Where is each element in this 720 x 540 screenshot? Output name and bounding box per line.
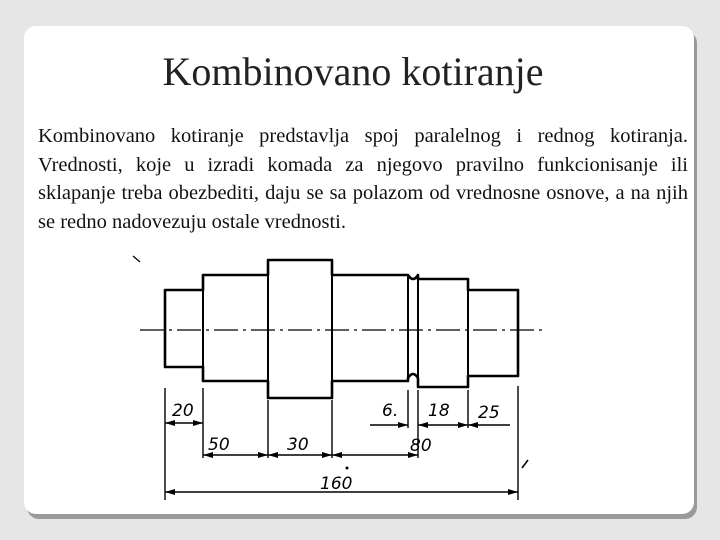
dimension-20: 20 xyxy=(172,401,194,421)
shaft-outline xyxy=(165,260,518,398)
dimension-160: 160 xyxy=(320,474,353,494)
dimension-50: 50 xyxy=(208,435,230,455)
dimension-18: 18 xyxy=(428,401,450,421)
dimension-6: 6. xyxy=(382,401,399,421)
dimension-25: 25 xyxy=(478,403,500,423)
slide-title: Kombinovano kotiranje xyxy=(162,49,544,94)
dimension-80: 80 xyxy=(410,436,432,456)
dimension-30: 30 xyxy=(287,435,309,455)
slide-body-text: Kombinovano kotiranje predstavlja spoj paralelnog i rednog kotiranja. Vrednosti, koje u izradi komada za njegovo pravilno funkcionisanje ili sklapanje treba obezbediti, daju se sa polazom od vrednosne osnove, a na njih se redno nadovezuju ostale vrednosti. xyxy=(38,125,688,233)
